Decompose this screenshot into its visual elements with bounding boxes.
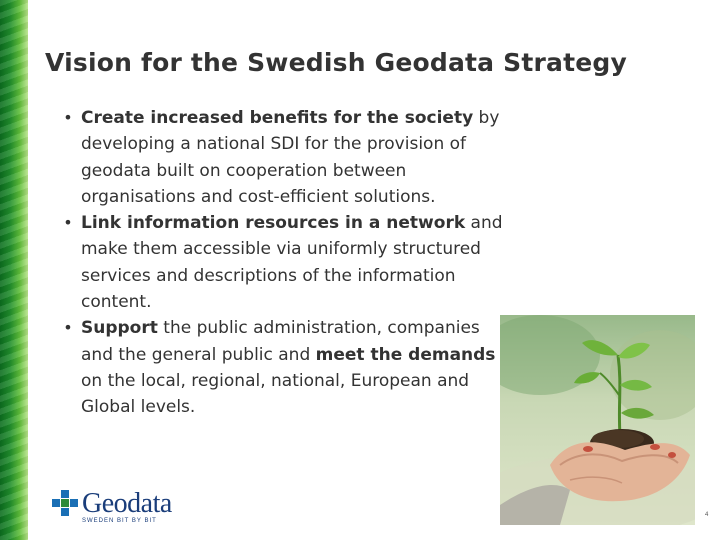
geodata-logo	[52, 488, 222, 528]
geodata-logo-icon	[52, 490, 78, 516]
bullet-item-network	[58, 210, 508, 315]
decorative-green-band	[0, 0, 28, 540]
slide	[28, 0, 720, 540]
bullet-item-support	[58, 315, 508, 420]
logo-tagline: SWEDEN BIT BY BIT	[82, 518, 157, 524]
bullet-icon: •	[63, 318, 73, 338]
page-number: 4	[705, 512, 709, 518]
bullet-text-2: on the local, regional, national, European and Global levels.	[81, 370, 470, 418]
bullet-text: by developing a national SDI for the provision of geodata built on cooperation between organisations and cost-efficient solutions.	[81, 108, 500, 207]
bullet-emphasis-2: meet the demands	[315, 344, 496, 365]
slide-title: Vision for the Swedish Geodata Strategy	[45, 48, 627, 77]
bullet-emphasis: Link information resources in a network	[81, 213, 466, 234]
seedling-illustration	[500, 315, 695, 525]
bullet-icon: •	[63, 213, 73, 233]
bullet-text: the public administration, companies and the general public and	[81, 318, 480, 365]
bullet-emphasis: Create increased benefits for the society	[81, 108, 474, 128]
bullet-item-benefits	[58, 105, 508, 210]
bullet-icon: •	[63, 108, 73, 127]
bullet-emphasis: Support	[81, 318, 158, 339]
bullet-text: and make them accessible via uniformly structured services and descriptions of the information content.	[81, 213, 503, 313]
bullet-list	[58, 105, 508, 421]
hands-holding-seedling-photo	[500, 315, 695, 525]
logo-wordmark: Geodata	[82, 488, 172, 519]
